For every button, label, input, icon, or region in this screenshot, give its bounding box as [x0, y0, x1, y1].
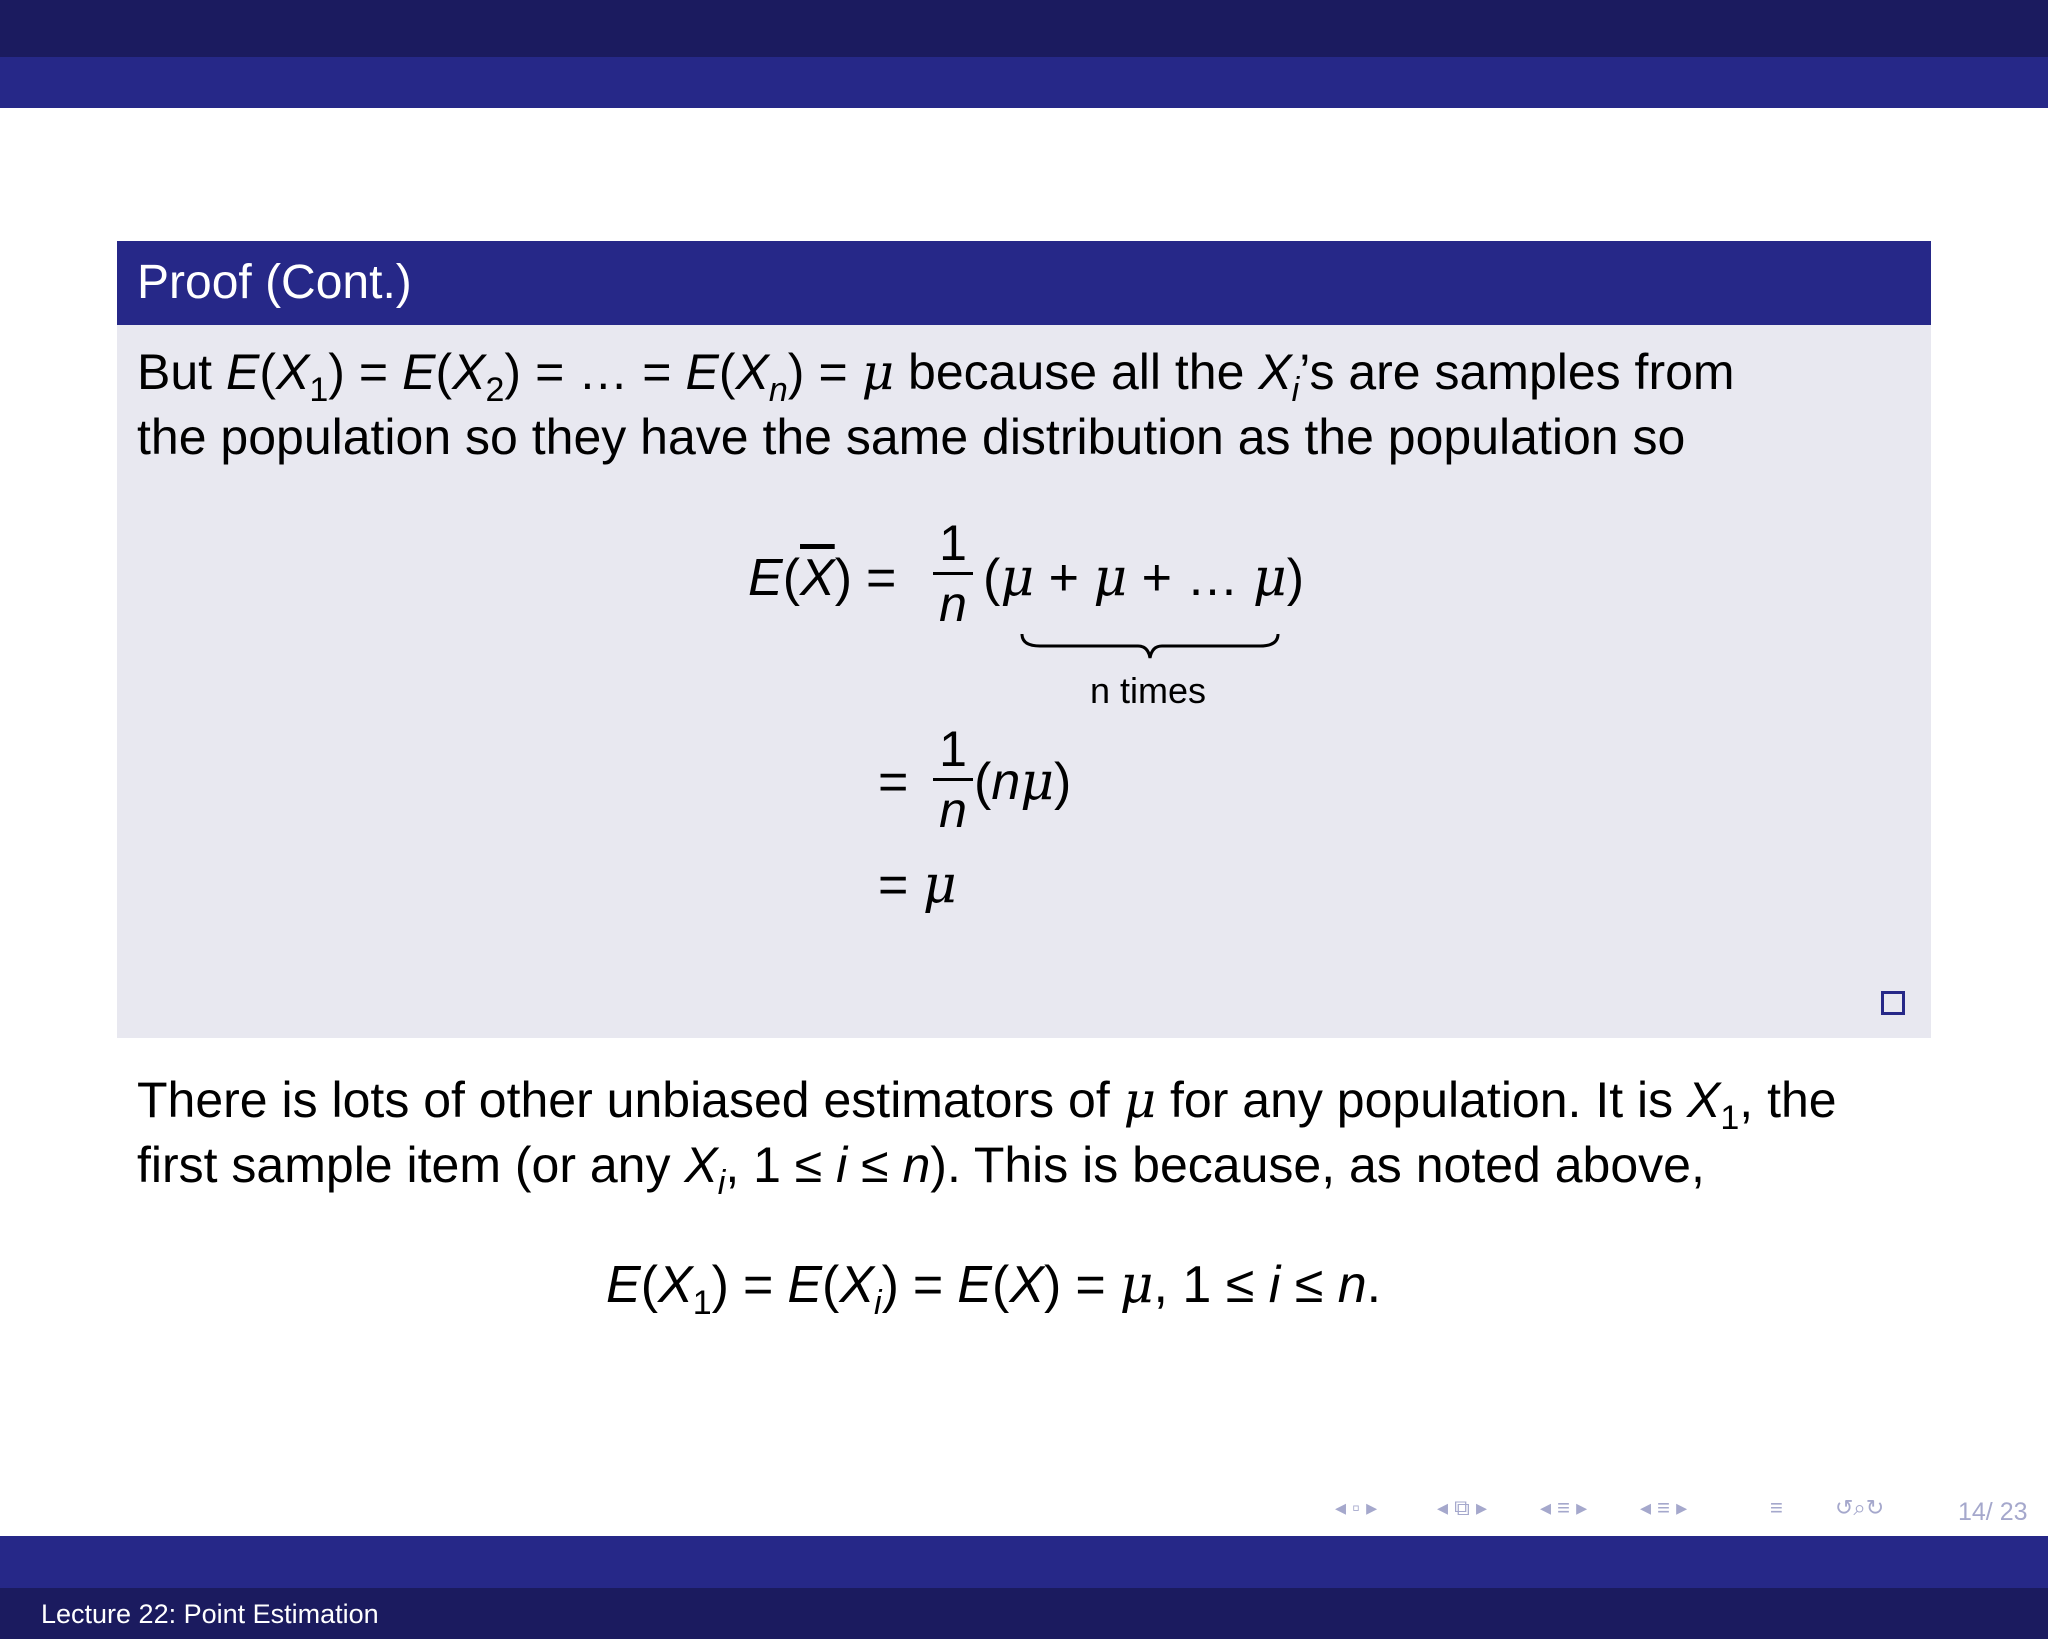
proof-line-1: But $E(X_1) = E(X_2)$ = … = $E(X_n) = \mu$ because all the $X_i’s$ are samples from [137, 343, 1735, 409]
nav-subsection-icon[interactable]: ◂ ≡ ▸ [1540, 1495, 1588, 1520]
eq-line-2-eq: = [878, 753, 909, 811]
nav-toc-icon[interactable]: ≡ [1770, 1495, 1783, 1520]
after-line-1: There is lots of other unbiased estimators of μ for any population. It is $X_1$, the [137, 1071, 1837, 1137]
underbrace-label: n times [1090, 670, 1207, 711]
nav-prev-icon[interactable]: ◂ ▫ ▸ [1335, 1495, 1378, 1520]
top-bar-dark [0, 0, 2048, 57]
after-line-2: first sample item (or any $X_i$, 1 ≤ i ≤ n). This is because, as noted above, [137, 1137, 1705, 1202]
eq-line-2-rhs: (nμ) [974, 752, 1072, 812]
qed-square-icon [1881, 991, 1905, 1015]
bottom-bar-blue [0, 1536, 2048, 1588]
nav-search-icon[interactable]: ↺⌕↻ [1835, 1495, 1885, 1520]
eq-frac-1: 1 n [933, 518, 973, 629]
nav-frame-icon[interactable]: ◂ ⧉ ▸ [1437, 1495, 1488, 1520]
page-number: 14/ 23 [1958, 1498, 2028, 1526]
underbrace [1020, 632, 1280, 662]
beamer-nav [1335, 1495, 1895, 1525]
eq-lhs: $E(\overline{X})$ = [748, 549, 897, 607]
eq-sum: (μ + μ + … μ) [983, 548, 1305, 608]
nav-section-icon[interactable]: ◂ ≡ ▸ [1640, 1495, 1688, 1520]
eq-line-3: = μ [878, 855, 957, 915]
block-title: Proof (Cont.) [117, 241, 1931, 325]
final-equation: $E(X_1) = E(X_i) = E(X) = \mu$, 1 ≤ i ≤ n. [606, 1255, 1382, 1322]
top-bar-blue [0, 57, 2048, 108]
footer-title: Lecture 22: Point Estimation [41, 1599, 379, 1629]
eq-frac-2: 1 n [933, 724, 973, 835]
proof-line-2: the population so they have the same distribution as the population so [137, 409, 1686, 465]
